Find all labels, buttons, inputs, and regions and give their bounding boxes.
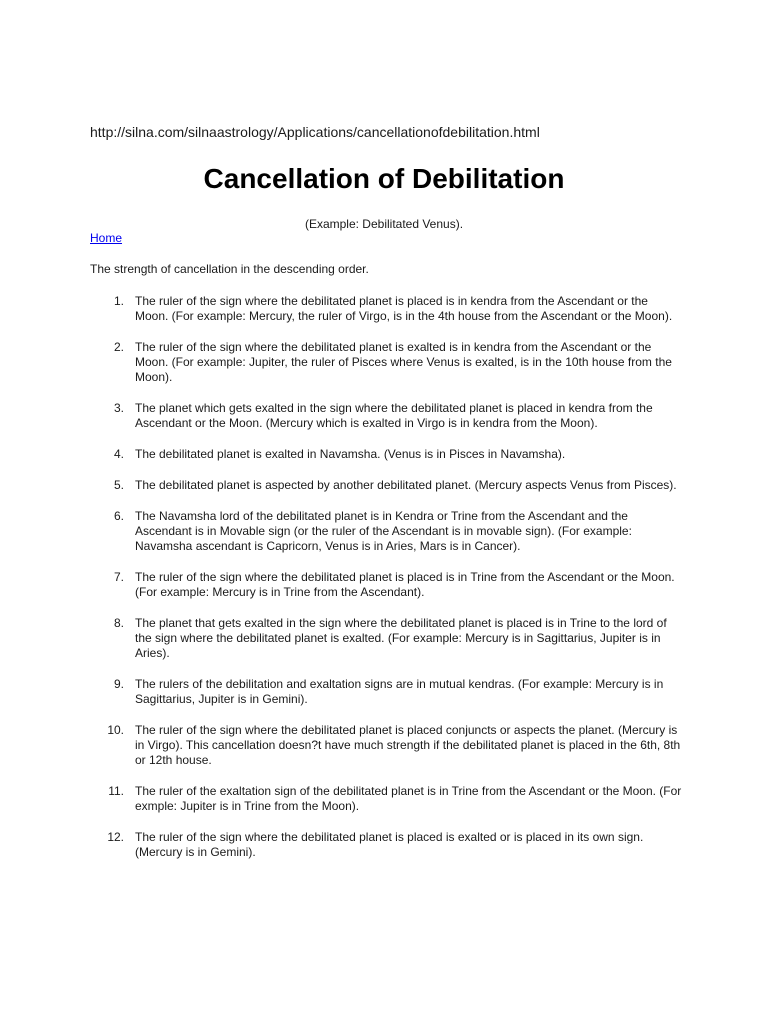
list-item [90,509,683,554]
item-number: 12. [107,830,124,844]
item-text: The rulers of the debilitation and exaltation signs are in mutual kendras. (For example: Mercury is in Sagittarius, Jupiter is in Gemini). [135,677,664,706]
item-number: 8. [113,616,124,630]
home-link[interactable]: Home [90,231,123,245]
list-item [90,401,683,431]
item-text: The ruler of the exaltation sign of the debilitated planet is in Trine from the Ascendant or the Moon. (For exmple: Jupiter is in Trine from the Moon). [135,784,682,813]
list-item [90,570,683,600]
intro-text: The strength of cancellation in the descending order. [90,262,369,276]
item-text: The ruler of the sign where the debilitated planet is placed is in kendra from the Ascendant or the Moon. (For example: Mercury, the ruler of Virgo, is in the 4th house from the Ascendant or the Moon). [135,294,673,323]
item-text: The ruler of the sign where the debilitated planet is placed conjuncts or aspects the planet. (Mercury is in Virgo). This cancellation doesn?t have much strength if the debilitated planet is placed in the 6th, 8th or 12th house. [135,723,681,767]
page-subtitle: (Example: Debilitated Venus). [304,217,464,231]
list-item [90,447,683,462]
list-item [90,616,683,661]
list-item [90,340,683,385]
item-text: The debilitated planet is exalted in Navamsha. (Venus is in Pisces in Navamsha). [135,447,566,461]
item-text: The ruler of the sign where the debilitated planet is exalted is in kendra from the Ascendant or the Moon. (For example: Jupiter, the ruler of Pisces where Venus is exalted, is in the 10th house from the Moon). [135,340,672,384]
cancellation-list [90,294,690,876]
list-item [90,723,683,768]
item-text: The planet which gets exalted in the sign where the debilitated planet is placed in kendra from the Ascendant or the Moon. (Mercury which is exalted in Virgo is in kendra from the Moon). [135,401,653,430]
item-number: 6. [113,509,124,523]
list-item [90,784,683,814]
item-number: 7. [113,570,124,584]
item-text: The debilitated planet is aspected by another debilitated planet. (Mercury aspects Venus from Pisces). [135,478,677,492]
item-text: The Navamsha lord of the debilitated planet is in Kendra or Trine from the Ascendant and the Ascendant is in Movable sign (or the ruler of the Ascendant is in movable sign). (For example: Navamsha ascendant is Capricorn, Venus is in Aries, Mars is in Cancer). [135,509,632,553]
item-number: 2. [113,340,124,354]
item-number: 5. [113,478,124,492]
page-url: http://silna.com/silnaastrology/Applications/cancellationofdebilitation.html [90,124,540,140]
list-item [90,294,683,324]
page-title: Cancellation of Debilitation [203,163,565,194]
list-item [90,830,683,860]
item-number: 9. [113,677,124,691]
list-item [90,677,683,707]
item-text: The ruler of the sign where the debilitated planet is placed is in Trine from the Ascendant or the Moon. (For example: Mercury is in Trine from the Ascendant). [135,570,675,599]
item-number: 10. [107,723,124,737]
item-number: 11. [108,784,124,798]
item-number: 1. [113,294,124,308]
item-text: The ruler of the sign where the debilitated planet is placed is exalted or is placed in its own sign. (Mercury is in Gemini). [135,830,644,859]
item-number: 3. [113,401,124,415]
item-number: 4. [113,447,124,461]
item-text: The planet that gets exalted in the sign where the debilitated planet is placed is in Trine to the lord of the sign where the debilitated planet is exalted. (For example: Mercury is in Sagittarius, Jupiter is in Aries). [135,616,667,660]
list-item [90,478,683,493]
